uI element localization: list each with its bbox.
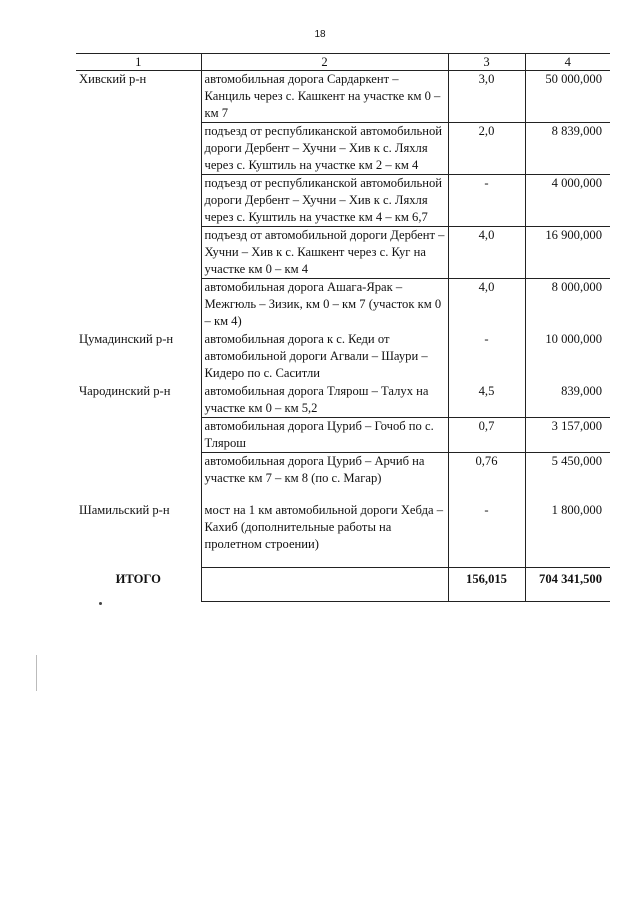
- total-description-cell: [201, 568, 448, 602]
- table-row: [76, 227, 610, 279]
- district-cell: [76, 279, 201, 331]
- cost-cell: 3 157,000: [525, 418, 610, 453]
- spacer-row: [76, 487, 610, 502]
- spacer-row: [76, 553, 610, 568]
- description-cell: мост на 1 км автомобильной дороги Хебда – Кахиб (дополнительные работы на пролетном строении): [201, 502, 448, 554]
- scan-speck: [99, 602, 102, 605]
- length-cell: -: [448, 331, 525, 383]
- district-cell: Хивский р-н: [79, 72, 147, 86]
- total-cost: 704 341,500: [525, 568, 610, 602]
- table-row: [76, 383, 610, 418]
- scan-margin-mark: [36, 655, 37, 691]
- district-cell: [76, 175, 201, 227]
- table-row: [76, 331, 610, 383]
- district-cell: Цумадинский р-н: [79, 332, 174, 346]
- cost-cell: 16 900,000: [525, 227, 610, 279]
- length-cell: 3,0: [448, 71, 525, 123]
- table-row: [76, 453, 610, 488]
- length-cell: -: [448, 502, 525, 554]
- length-cell: -: [448, 175, 525, 227]
- table-row: [76, 418, 610, 453]
- cost-cell: 8 000,000: [525, 279, 610, 331]
- district-cell: [76, 227, 201, 279]
- header-col-4: 4: [525, 54, 610, 71]
- description-cell: автомобильная дорога Цуриб – Арчиб на участке км 7 – км 8 (по с. Магар): [201, 453, 448, 488]
- district-cell: Шамильский р-н: [79, 503, 170, 517]
- header-col-2: 2: [201, 54, 448, 71]
- description-cell: подъезд от автомобильной дороги Дербент – Хучни – Хив к с. Кашкент через с. Куг на участке км 0 – км 4: [201, 227, 448, 279]
- cost-cell: 5 450,000: [525, 453, 610, 488]
- district-cell: [76, 123, 201, 175]
- description-cell: подъезд от республиканской автомобильной дороги Дербент – Хучни – Хив к с. Ляхля через с. Куштиль на участке км 4 – км 6,7: [201, 175, 448, 227]
- length-cell: 0,7: [448, 418, 525, 453]
- district-cell: [76, 453, 201, 488]
- description-cell: автомобильная дорога Сардаркент – Канциль через с. Кашкент на участке км 0 – км 7: [201, 71, 448, 123]
- total-row: [76, 568, 610, 602]
- length-cell: 4,0: [448, 279, 525, 331]
- length-cell: 0,76: [448, 453, 525, 488]
- total-label: ИТОГО: [115, 571, 161, 586]
- cost-cell: 10 000,000: [525, 331, 610, 383]
- total-length: 156,015: [448, 568, 525, 602]
- header-row: [76, 54, 610, 71]
- cost-cell: 4 000,000: [525, 175, 610, 227]
- cost-cell: 8 839,000: [525, 123, 610, 175]
- header-col-3: 3: [448, 54, 525, 71]
- header-col-1: 1: [76, 54, 201, 71]
- table-row: [76, 502, 610, 554]
- table-row: [76, 279, 610, 331]
- description-cell: подъезд от республиканской автомобильной дороги Дербент – Хучни – Хив к с. Ляхля через с. Куштиль на участке км 2 – км 4: [201, 123, 448, 175]
- cost-cell: 839,000: [525, 383, 610, 418]
- cost-cell: 1 800,000: [525, 502, 610, 554]
- district-cell: Чародинский р-н: [79, 384, 171, 398]
- length-cell: 4,5: [448, 383, 525, 418]
- description-cell: автомобильная дорога к с. Кеди от автомобильной дороги Агвали – Шаури – Кидеро по с. Саситли: [201, 331, 448, 383]
- description-cell: автомобильная дорога Цуриб – Гочоб по с. Тлярош: [201, 418, 448, 453]
- district-cell: [76, 418, 201, 453]
- table-row: [76, 175, 610, 227]
- table-row: [76, 123, 610, 175]
- cost-cell: 50 000,000: [525, 71, 610, 123]
- budget-table: [76, 53, 610, 602]
- length-cell: 2,0: [448, 123, 525, 175]
- length-cell: 4,0: [448, 227, 525, 279]
- description-cell: автомобильная дорога Тлярош – Талух на участке км 0 – км 5,2: [201, 383, 448, 418]
- description-cell: автомобильная дорога Ашага-Ярак – Межгюль – Зизик, км 0 – км 7 (участок км 0 – км 4): [201, 279, 448, 331]
- page-number: 18: [314, 29, 326, 40]
- table-row: [76, 71, 610, 123]
